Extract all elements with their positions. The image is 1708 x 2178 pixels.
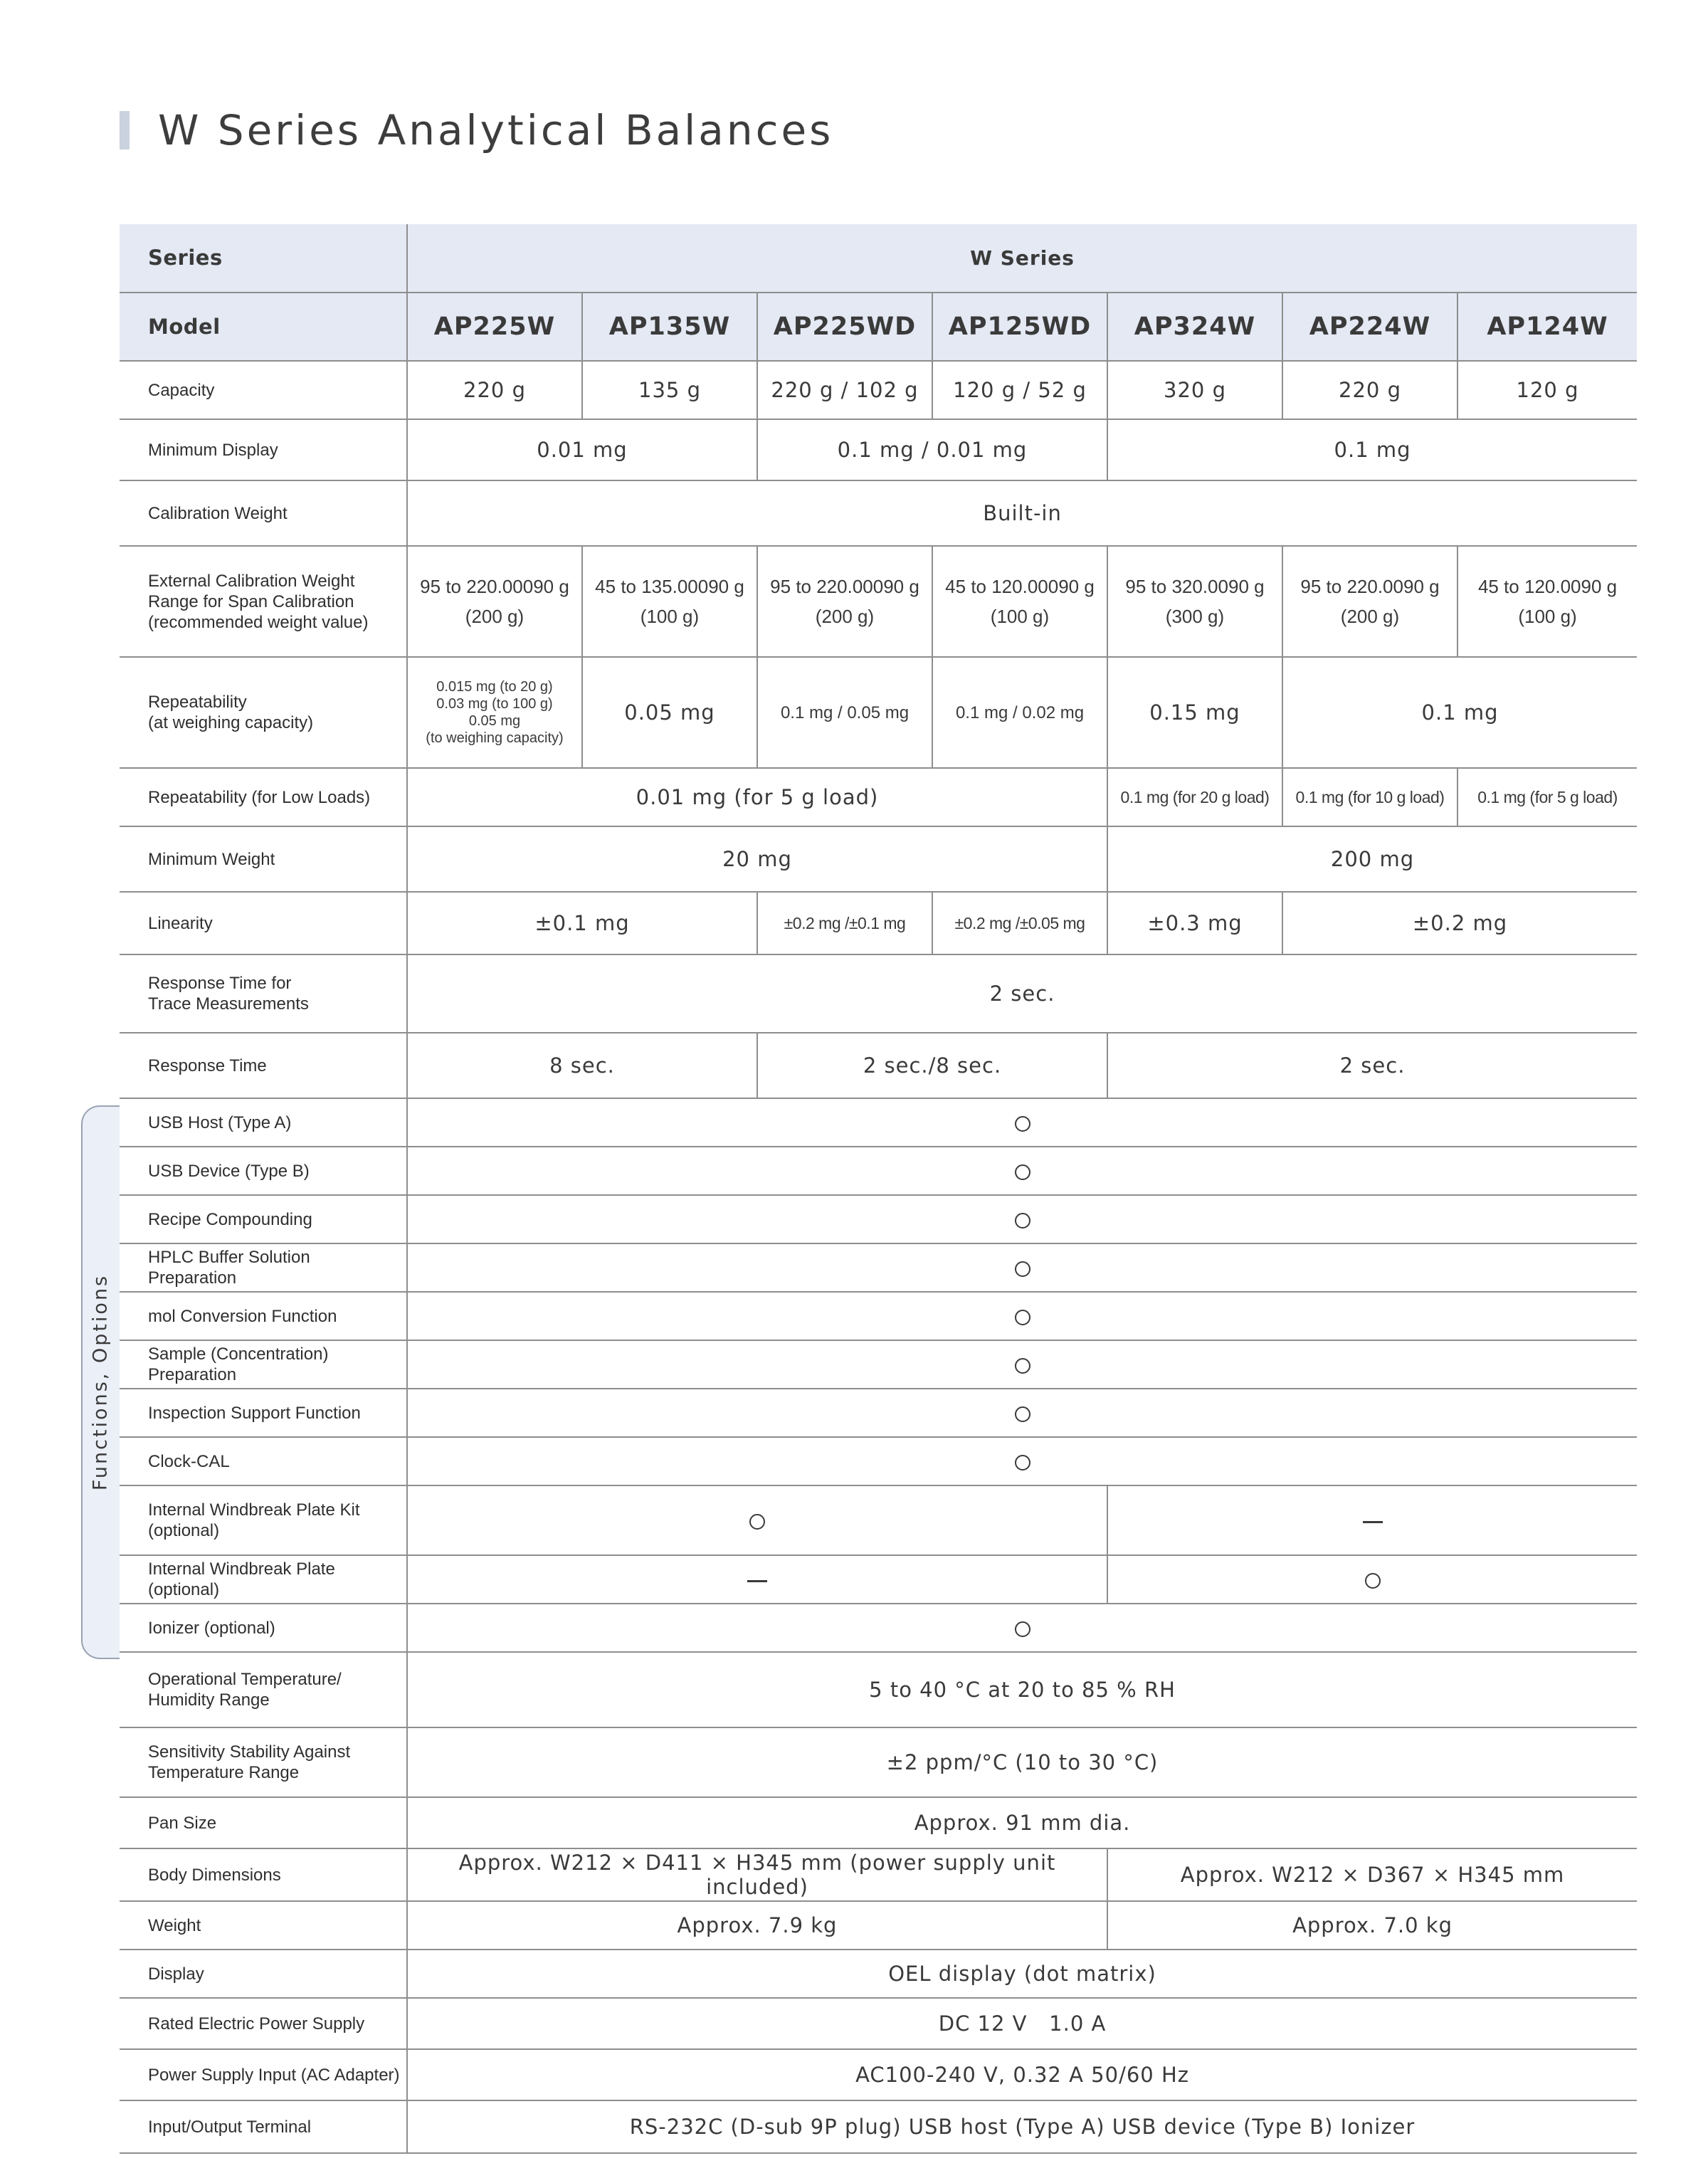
rated-power-row xyxy=(120,1998,1637,2049)
repeatability-low-row xyxy=(120,768,1637,826)
row-label: Body Dimensions xyxy=(120,1848,407,1901)
cell-value: ±0.3 mg xyxy=(1107,892,1282,954)
row-label: Operational Temperature/ Humidity Range xyxy=(120,1652,407,1727)
cell-value: ±0.2 mg /±0.1 mg xyxy=(757,892,932,954)
cell-value: Built-in xyxy=(407,480,1637,546)
supported-circle-icon xyxy=(1015,1213,1030,1229)
usb-host-row xyxy=(120,1098,1637,1147)
weight-row xyxy=(120,1901,1637,1950)
row-label: Pan Size xyxy=(120,1797,407,1848)
row-label: Response Time for Trace Measurements xyxy=(120,954,407,1033)
supported-circle-icon xyxy=(1015,1358,1030,1374)
cell-value: OEL display (dot matrix) xyxy=(407,1950,1637,1998)
cell-value: ±2 ppm/°C (10 to 30 °C) xyxy=(407,1727,1637,1797)
cell-value: Approx. 7.9 kg xyxy=(407,1901,1107,1950)
series-value: W Series xyxy=(407,224,1637,293)
cell-value: 135 g xyxy=(582,361,757,419)
cell-value: 0.15 mg xyxy=(1107,657,1282,768)
pan-size-row xyxy=(120,1797,1637,1848)
cell-value: 0.1 mg xyxy=(1107,419,1637,480)
cell-value: Approx. W212 × D367 × H345 mm xyxy=(1107,1848,1637,1901)
row-label: Sample (Concentration) Preparation xyxy=(120,1340,407,1389)
cell-value: 95 to 220.00090 g (200 g) xyxy=(407,546,582,657)
io-terminal-row xyxy=(120,2100,1637,2153)
series-row xyxy=(120,224,1637,293)
cell-value: 2 sec./8 sec. xyxy=(757,1033,1107,1098)
cell-value: 0.1 mg (for 10 g load) xyxy=(1282,768,1457,826)
power-input-row xyxy=(120,2049,1637,2100)
row-label: Response Time xyxy=(120,1033,407,1098)
row-label: External Calibration Weight Range for Span Calibration (recommended weight value) xyxy=(120,546,407,657)
supported-circle-icon xyxy=(749,1514,765,1530)
cell-value: 220 g xyxy=(407,361,582,419)
cell-value: 8 sec. xyxy=(407,1033,757,1098)
windbreak-plate-row xyxy=(120,1555,1637,1604)
row-label: Ionizer (optional) xyxy=(120,1604,407,1652)
clock-cal-row xyxy=(120,1437,1637,1485)
row-label: Internal Windbreak Plate (optional) xyxy=(120,1555,407,1604)
cell-value: 0.01 mg (for 5 g load) xyxy=(407,768,1107,826)
windbreak-kit-row xyxy=(120,1485,1637,1555)
display-row xyxy=(120,1950,1637,1998)
cell-value: 0.01 mg xyxy=(407,419,757,480)
cell-value: 95 to 220.0090 g (200 g) xyxy=(1282,546,1457,657)
sample-row xyxy=(120,1340,1637,1389)
row-label: HPLC Buffer Solution Preparation xyxy=(120,1243,407,1292)
row-label: Repeatability (for Low Loads) xyxy=(120,768,407,826)
linearity-row xyxy=(120,892,1637,954)
supported-circle-icon xyxy=(1015,1261,1030,1277)
row-label: Sensitivity Stability Against Temperature Range xyxy=(120,1727,407,1797)
supported-circle-icon xyxy=(1015,1406,1030,1422)
hplc-row xyxy=(120,1243,1637,1292)
model-label: Model xyxy=(120,293,407,361)
series-label: Series xyxy=(120,224,407,293)
row-label: Repeatability (at weighing capacity) xyxy=(120,657,407,768)
row-label: Minimum Display xyxy=(120,419,407,480)
cell-value: 0.1 mg xyxy=(1282,657,1637,768)
supported-circle-icon xyxy=(1015,1164,1030,1180)
row-label: Clock-CAL xyxy=(120,1437,407,1485)
capacity-row xyxy=(120,361,1637,419)
row-label: Rated Electric Power Supply xyxy=(120,1998,407,2049)
row-label: Power Supply Input (AC Adapter) xyxy=(120,2049,407,2100)
cell-value: Approx. 7.0 kg xyxy=(1107,1901,1637,1950)
cell-value: 2 sec. xyxy=(407,954,1637,1033)
response-trace-row xyxy=(120,954,1637,1033)
title-accent-bar xyxy=(120,111,130,149)
supported-circle-icon xyxy=(1015,1621,1030,1637)
row-label: mol Conversion Function xyxy=(120,1292,407,1340)
supported-circle-icon xyxy=(1015,1116,1030,1132)
cell-value: ±0.2 mg /±0.05 mg xyxy=(932,892,1107,954)
supported-circle-icon xyxy=(1015,1455,1030,1471)
model-name: AP324W xyxy=(1107,293,1282,361)
cell-value: 2 sec. xyxy=(1107,1033,1637,1098)
minimum-weight-row xyxy=(120,826,1637,892)
calibration-weight-row xyxy=(120,480,1637,546)
cell-value: 45 to 120.0090 g (100 g) xyxy=(1457,546,1637,657)
cell-value: 0.1 mg / 0.02 mg xyxy=(932,657,1107,768)
row-label: Recipe Compounding xyxy=(120,1195,407,1243)
cell-value: 0.015 mg (to 20 g) 0.03 mg (to 100 g) 0.05 mg (to weighing capacity) xyxy=(407,657,582,768)
cell-value: 120 g xyxy=(1457,361,1637,419)
row-label: Linearity xyxy=(120,892,407,954)
cell-value: 20 mg xyxy=(407,826,1107,892)
cell-value: Approx. 91 mm dia. xyxy=(407,1797,1637,1848)
row-label: Capacity xyxy=(120,361,407,419)
spec-table xyxy=(120,224,1637,2154)
model-name: AP135W xyxy=(582,293,757,361)
cell-value: 95 to 220.00090 g (200 g) xyxy=(757,546,932,657)
cell-value: 45 to 135.00090 g (100 g) xyxy=(582,546,757,657)
supported-circle-icon xyxy=(1365,1573,1381,1589)
row-label: Inspection Support Function xyxy=(120,1389,407,1437)
mol-row xyxy=(120,1292,1637,1340)
external-calibration-row xyxy=(120,546,1637,657)
body-dimensions-row xyxy=(120,1848,1637,1901)
functions-options-label: Functions, Options xyxy=(89,1273,112,1491)
cell-value: 45 to 120.00090 g (100 g) xyxy=(932,546,1107,657)
model-name: AP225W xyxy=(407,293,582,361)
row-label: Display xyxy=(120,1950,407,1998)
row-label: Calibration Weight xyxy=(120,480,407,546)
cell-value: 5 to 40 °C at 20 to 85 % RH xyxy=(407,1652,1637,1727)
row-label: USB Device (Type B) xyxy=(120,1147,407,1195)
cell-value: 0.1 mg (for 20 g load) xyxy=(1107,768,1282,826)
recipe-row xyxy=(120,1195,1637,1243)
cell-value: 320 g xyxy=(1107,361,1282,419)
cell-value: AC100-240 V, 0.32 A 50/60 Hz xyxy=(407,2049,1637,2100)
model-name: AP124W xyxy=(1457,293,1637,361)
row-label: USB Host (Type A) xyxy=(120,1098,407,1147)
cell-value: ±0.2 mg xyxy=(1282,892,1637,954)
cell-value: 120 g / 52 g xyxy=(932,361,1107,419)
cell-value: Approx. W212 × D411 × H345 mm (power supply unit included) xyxy=(407,1848,1107,1901)
row-label: Minimum Weight xyxy=(120,826,407,892)
response-time-row xyxy=(120,1033,1637,1098)
row-label: Weight xyxy=(120,1901,407,1950)
cell-value: 200 mg xyxy=(1107,826,1637,892)
model-name: AP224W xyxy=(1282,293,1457,361)
cell-value: 220 g xyxy=(1282,361,1457,419)
cell-value: RS-232C (D-sub 9P plug) USB host (Type A) USB device (Type B) Ionizer xyxy=(407,2100,1637,2153)
sensitivity-row xyxy=(120,1727,1637,1797)
model-name: AP225WD xyxy=(757,293,932,361)
cell-value: 0.1 mg (for 5 g load) xyxy=(1457,768,1637,826)
repeatability-row xyxy=(120,657,1637,768)
temp-humidity-row xyxy=(120,1652,1637,1727)
cell-value: 95 to 320.0090 g (300 g) xyxy=(1107,546,1282,657)
supported-circle-icon xyxy=(1015,1310,1030,1325)
row-label: Input/Output Terminal xyxy=(120,2100,407,2153)
inspection-row xyxy=(120,1389,1637,1437)
cell-value: 0.1 mg / 0.05 mg xyxy=(757,657,932,768)
cell-value: 0.05 mg xyxy=(582,657,757,768)
page-header xyxy=(120,107,833,154)
cell-value: 220 g / 102 g xyxy=(757,361,932,419)
row-label: Internal Windbreak Plate Kit (optional) xyxy=(120,1485,407,1555)
model-row xyxy=(120,293,1637,361)
cell-value: ±0.1 mg xyxy=(407,892,757,954)
model-name: AP125WD xyxy=(932,293,1107,361)
minimum-display-row xyxy=(120,419,1637,480)
cell-value: DC 12 V 1.0 A xyxy=(407,1998,1637,2049)
page-title: W Series Analytical Balances xyxy=(158,106,834,154)
usb-device-row xyxy=(120,1147,1637,1195)
not-available-dash-icon xyxy=(747,1580,767,1582)
ionizer-row xyxy=(120,1604,1637,1652)
cell-value: 0.1 mg / 0.01 mg xyxy=(757,419,1107,480)
not-available-dash-icon xyxy=(1363,1521,1383,1523)
